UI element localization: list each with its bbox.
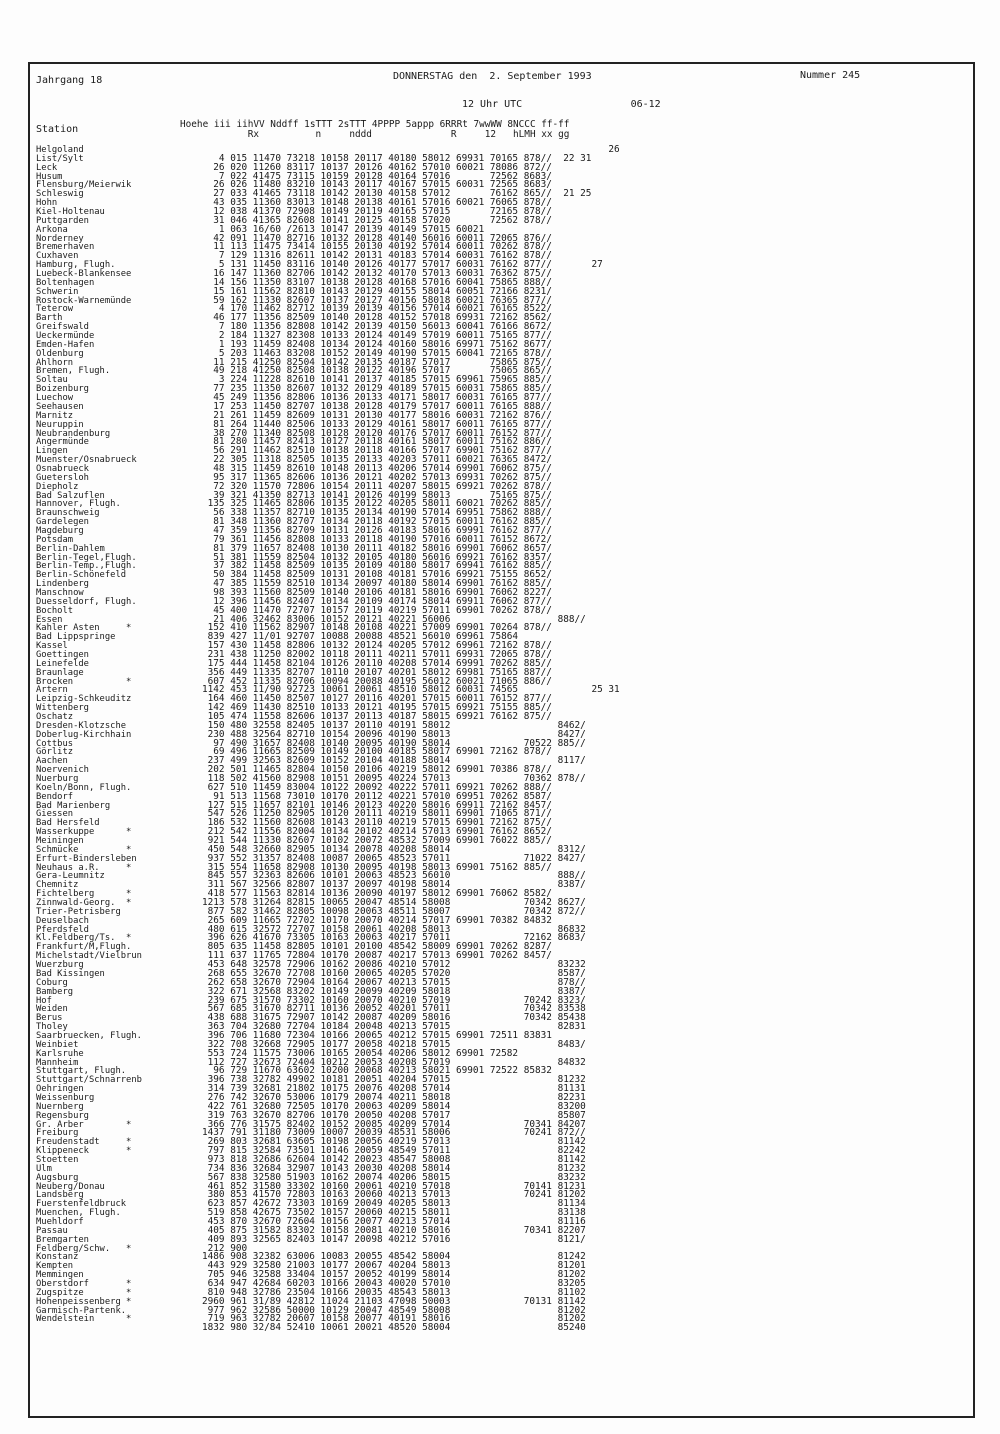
station-name: Hannover, Flugh. bbox=[36, 499, 121, 510]
observation-row: 2 184 11327 82308 10133 20124 40149 57019 60011 75165 877// bbox=[202, 330, 552, 342]
observation-row: 805 635 11458 82805 10101 20100 48542 58009 69901 70262 8287/ bbox=[202, 941, 552, 953]
station-name: Wuerzburg bbox=[36, 960, 84, 971]
station-name: Oehringen bbox=[36, 1084, 84, 1095]
station-name bbox=[36, 1324, 142, 1333]
column-header-1: Hoehe iii iihVV Nddff 1sTTT 2sTTT 4PPPP 5appp 6RRRt 7wwWW 8NCCC ff-ff bbox=[180, 119, 570, 130]
station-name: Artern bbox=[36, 685, 68, 696]
observation-row: 15 161 11562 82810 10143 20129 40155 58014 60051 72166 8231/ bbox=[202, 285, 552, 297]
station-name: Feldberg/Schw. * bbox=[36, 1243, 132, 1254]
observation-row: 11 113 11475 73414 10155 20130 40192 57014 60011 70262 878// bbox=[202, 241, 552, 253]
station-name: Stuttgart/Schnarrenb bbox=[36, 1075, 142, 1086]
observation-row: 212 900 bbox=[202, 1242, 248, 1254]
station-name: Meiningen bbox=[36, 836, 84, 847]
observation-row: 81 280 11457 82413 10127 20118 40161 58017 60011 75162 886// bbox=[202, 436, 552, 448]
observation-row: 22 305 11318 82505 10135 20133 40203 57011 60021 76365 8472/ bbox=[202, 454, 552, 466]
observation-row: 315 554 11658 82908 10130 20095 40198 58013 69901 75162 885// bbox=[202, 861, 552, 873]
observation-row: 396 738 32782 49902 10181 20051 40204 57015 81232 bbox=[202, 1074, 586, 1086]
station-name: Goettingen bbox=[36, 649, 89, 660]
observation-row: 839 427 11/01 92707 10088 20088 48521 56010 69961 75864 bbox=[202, 631, 519, 643]
station-name: Weiden bbox=[36, 1004, 68, 1015]
station-name: Kempten bbox=[36, 1261, 74, 1272]
observation-row: 480 615 32572 72707 10158 20061 40208 58013 86832 bbox=[202, 923, 586, 935]
observation-row: 91 513 11568 73010 10170 20112 40221 57010 69951 70262 8587/ bbox=[202, 790, 552, 802]
station-name: Nuernberg bbox=[36, 1101, 84, 1112]
station-name: Trier-Petrisberg bbox=[36, 906, 121, 917]
observation-row: 56 338 11357 82710 10135 20134 40190 57014 69951 75862 888// bbox=[202, 507, 552, 519]
observation-row: 96 729 11670 63602 10200 20068 40213 58021 69901 72522 85832 bbox=[202, 1065, 552, 1077]
station-name: Görlitz bbox=[36, 747, 74, 758]
station-name: Diepholz bbox=[36, 481, 79, 492]
station-name: Freudenstadt * bbox=[36, 1137, 132, 1148]
station-name: Memmingen bbox=[36, 1270, 84, 1281]
station-name: Weinbiet bbox=[36, 1039, 79, 1050]
station-name: Konstanz bbox=[36, 1252, 79, 1263]
observation-row: 276 742 32670 53006 10179 20074 40211 58018 82231 bbox=[202, 1091, 586, 1103]
station-name: Braunschweig bbox=[36, 508, 100, 519]
station-name: Bendorf bbox=[36, 791, 74, 802]
observation-row: 1213 578 31264 82815 10065 20047 48514 58008 70342 8627/ bbox=[202, 897, 586, 909]
station-name: Cuxhaven bbox=[36, 251, 79, 262]
station-name: Guetersloh bbox=[36, 472, 89, 483]
station-name: Husum bbox=[36, 171, 63, 182]
observation-row: 5 203 11463 83208 10152 20149 40190 57015 60041 72165 878// bbox=[202, 347, 552, 359]
station-name: Barth bbox=[36, 313, 63, 324]
station-name: Berlin-Temp.,Flugh. bbox=[36, 561, 137, 572]
observation-row: 111 637 11765 72804 10170 20087 40217 57013 69901 70262 8457/ bbox=[202, 950, 552, 962]
station-name: Erfurt-Bindersleben bbox=[36, 853, 137, 864]
station-name: Essen bbox=[36, 614, 63, 625]
observation-row: 1832 980 32/84 52410 10061 20021 48520 58004 85240 bbox=[202, 1322, 586, 1334]
observation-row: 26 020 11260 83117 10137 20126 40162 57010 60021 78086 872// bbox=[202, 161, 552, 173]
observation-row: 4 015 11470 73218 10158 20117 40180 58012 69931 70165 878// 22 31 bbox=[202, 152, 592, 164]
observation-row: 810 948 32786 23504 10166 20035 48543 58013 81102 bbox=[202, 1286, 586, 1298]
station-name: Garmisch-Partenk. bbox=[36, 1305, 127, 1316]
station-name: Duesseldorf, Flugh. bbox=[36, 596, 137, 607]
observation-row: 12 396 11456 82407 10134 20109 40174 58014 69911 76062 877// bbox=[202, 595, 552, 607]
station-name: Zugspitze * bbox=[36, 1287, 132, 1298]
station-name: Berus bbox=[36, 1013, 63, 1024]
observation-row: 95 317 11365 82606 10136 20121 40202 57013 69931 70262 875// bbox=[202, 471, 552, 483]
observation-row: 97 490 31657 82408 10140 20095 40190 58014 70522 885// bbox=[202, 737, 586, 749]
station-name: Cottbus bbox=[36, 738, 74, 749]
observation-row: 11 215 41250 82504 10142 20135 40187 57017 75865 875// bbox=[202, 356, 552, 368]
observation-row: 150 480 32558 82405 10137 20110 40191 58012 8462/ bbox=[202, 719, 586, 731]
station-name: Schmücke * bbox=[36, 844, 132, 855]
station-name: Bad Kissingen bbox=[36, 968, 105, 979]
observation-row: 268 655 32670 72708 10160 20065 40205 57020 8587/ bbox=[202, 967, 586, 979]
station-name: Lingen bbox=[36, 446, 68, 457]
observation-row: 135 325 11465 82806 10135 20122 40205 58011 60021 70262 885// bbox=[202, 498, 552, 510]
station-name: Wendelstein * bbox=[36, 1314, 132, 1325]
observation-row: 212 542 11556 82004 10134 20102 40214 57013 69901 76162 8652/ bbox=[202, 826, 552, 838]
observation-row: 1 063 16/60 /2613 10147 20139 40149 57015 60021 bbox=[202, 223, 485, 235]
observation-row: 461 852 31580 33302 10160 20061 40210 57018 70141 81231 bbox=[202, 1180, 586, 1192]
observation-row: 72 320 11570 72806 10154 20111 40207 58015 69921 70262 878// bbox=[202, 480, 552, 492]
station-name: Neuberg/Donau bbox=[36, 1181, 105, 1192]
observation-row: 443 929 32580 21003 10177 20067 40204 58013 81201 bbox=[202, 1260, 586, 1272]
station-name: Leipzig-Schkeuditz bbox=[36, 694, 132, 705]
station-name: Emden-Hafen bbox=[36, 339, 95, 350]
observation-row: 16 147 11360 82706 10142 20132 40170 57013 60031 76362 875// bbox=[202, 268, 552, 280]
observation-row: 37 382 11458 82509 10135 20109 40180 58017 69941 76162 885// bbox=[202, 560, 552, 572]
observation-row: 1437 791 31180 73009 10007 20039 48531 58006 70241 872// bbox=[202, 1127, 586, 1139]
station-name: Tholey bbox=[36, 1022, 68, 1033]
observation-row: 2960 961 31/89 42812 11024 21103 47098 50003 70131 81142 bbox=[202, 1295, 586, 1307]
station-name: Arkona bbox=[36, 224, 68, 235]
station-name: Rostock-Warnemünde bbox=[36, 295, 132, 306]
observation-row: 396 626 41670 73305 10163 20063 40217 57011 72162 8683/ bbox=[202, 932, 586, 944]
station-name: Neuruppin bbox=[36, 419, 84, 430]
station-name: Chemnitz bbox=[36, 880, 79, 891]
station-name: Berlin-Dahlem bbox=[36, 543, 105, 554]
observation-row: 845 557 32363 82606 10101 20063 48523 56010 888// bbox=[202, 870, 586, 882]
station-name: Hof bbox=[36, 995, 52, 1006]
station-name: Kassel bbox=[36, 641, 68, 652]
station-name: Kiel-Holtenau bbox=[36, 207, 105, 218]
station-name: Helgoland bbox=[36, 145, 84, 155]
station-name: Karlsruhe bbox=[36, 1048, 84, 1059]
observation-row: 322 708 32668 72905 10177 20058 40218 57015 8483/ bbox=[202, 1038, 586, 1050]
station-name: Mannheim bbox=[36, 1057, 79, 1068]
station-name: Osnabrueck bbox=[36, 463, 89, 474]
observation-row: 42 091 11470 82716 10132 20128 40140 56016 60011 72065 876// bbox=[202, 232, 552, 244]
data-column bbox=[202, 146, 620, 1333]
observation-row: 81 348 11360 82707 10134 20118 40192 57015 60011 76162 885// bbox=[202, 516, 552, 528]
station-name: Weissenburg bbox=[36, 1092, 95, 1103]
station-name: Koeln/Bonn, Flugh. bbox=[36, 782, 132, 793]
station-name: List/Sylt bbox=[36, 153, 84, 164]
observation-row: 405 875 31582 83302 10158 20081 40210 58016 70341 82207 bbox=[202, 1224, 586, 1236]
observation-row: 265 609 11665 72702 10170 20070 40214 57017 69901 70382 84832 bbox=[202, 914, 552, 926]
observation-row: 719 963 32782 20607 10158 20077 40191 58016 81202 bbox=[202, 1313, 586, 1325]
station-name: Hamburg, Flugh. bbox=[36, 260, 116, 271]
observation-row: 186 532 11560 82608 10143 20110 40219 57015 69901 72162 875// bbox=[202, 817, 552, 829]
station-name: Coburg bbox=[36, 977, 68, 988]
observation-row: 105 474 11558 82606 10137 20113 40187 58015 69921 76162 875// bbox=[202, 711, 552, 722]
observation-row: 202 501 11465 82804 10150 20106 40219 58012 69901 70386 878// bbox=[202, 764, 552, 776]
station-name: Bad Marienberg bbox=[36, 800, 111, 811]
observation-row: 623 857 42672 73303 10169 20049 40205 58013 81134 bbox=[202, 1198, 586, 1210]
station-name: Greifswald bbox=[36, 322, 89, 333]
observation-row: 69 496 11665 82509 10149 20100 40185 58017 69901 72162 878// bbox=[202, 746, 552, 758]
observation-row: 21 406 32462 83006 10152 20121 40221 56006 888// bbox=[202, 613, 586, 625]
observation-row: 3 224 11228 82610 10141 20137 40185 57015 69961 75965 885// bbox=[202, 374, 552, 386]
time-row: 12 Uhr UTC 06-12 bbox=[462, 99, 661, 110]
observation-row: 237 499 32563 82609 10152 20104 40188 58014 8117/ bbox=[202, 755, 586, 767]
station-name: Bremgarten bbox=[36, 1234, 89, 1245]
observation-row: 118 502 41560 82908 10151 20095 40224 57013 70362 878// bbox=[202, 773, 586, 785]
station-name: Berlin-Tegel,Flugh. bbox=[36, 552, 137, 563]
observation-row: 547 526 11250 82905 10120 20111 40219 58011 69901 71065 871// bbox=[202, 808, 552, 820]
station-name: Luebeck-Blankensee bbox=[36, 269, 132, 280]
station-name: Gera-Leumnitz bbox=[36, 871, 105, 882]
station-name: Potsdam bbox=[36, 534, 74, 545]
station-name: Schleswig bbox=[36, 189, 84, 200]
station-name: Hohn bbox=[36, 198, 58, 209]
station-name: Berlin-Schönefeld bbox=[36, 570, 127, 581]
observation-row: 396 706 11680 72304 10166 20065 40212 57015 69901 72511 83831 bbox=[202, 1029, 552, 1041]
station-name: Saarbruecken, Flugh. bbox=[36, 1030, 142, 1041]
observation-row: 977 962 32586 50000 10129 20047 48549 58008 81202 bbox=[202, 1304, 586, 1316]
station-name: Gr. Arber * bbox=[36, 1119, 132, 1130]
station-name: Michelstadt/Vielbrun bbox=[36, 951, 142, 962]
observation-row: 230 488 32564 82710 10154 20096 40190 58013 8427/ bbox=[202, 728, 586, 740]
station-name: Bremerhaven bbox=[36, 242, 95, 253]
station-name: Boizenburg bbox=[36, 384, 89, 395]
observation-row: 4 170 11462 82712 10139 20139 40156 57014 60021 76165 8522/ bbox=[202, 303, 552, 315]
station-name: Regensburg bbox=[36, 1110, 89, 1121]
observation-row: 1 193 11459 82408 10134 20124 40160 58016 69971 75162 8677/ bbox=[202, 338, 552, 350]
station-name: Bad Salzuflen bbox=[36, 490, 105, 501]
observation-row: 363 704 32680 72704 10184 20048 40213 57015 82831 bbox=[202, 1021, 586, 1033]
observation-row: 553 724 11575 73006 10165 20054 40206 58012 69901 72582 bbox=[202, 1047, 519, 1059]
observation-row: 627 510 11459 83004 10122 20092 40222 57011 69921 70262 888// bbox=[202, 781, 552, 793]
jahrgang: Jahrgang 18 bbox=[36, 75, 103, 86]
observation-row: 519 858 42675 73502 10157 20060 40215 58011 83138 bbox=[202, 1207, 586, 1219]
observation-row: 38 270 11340 82508 10128 20120 40176 57017 60011 76152 877// bbox=[202, 427, 552, 439]
station-name: Bremen, Flugh. bbox=[36, 366, 111, 377]
observation-row: 127 515 11657 82101 10146 20123 40220 58016 69911 72162 8457/ bbox=[202, 799, 552, 811]
observation-row: 937 552 31357 82408 10087 20065 48523 57011 71022 8427/ bbox=[202, 852, 586, 864]
station-name: Bad Lippspringe bbox=[36, 632, 116, 643]
observation-row: 973 818 32686 62604 10142 20023 48547 58008 81142 bbox=[202, 1153, 586, 1165]
station-name: Wasserkuppe * bbox=[36, 827, 132, 838]
station-name: Neubrandenburg bbox=[36, 428, 111, 439]
observation-row: 51 381 11559 82504 10132 20105 40180 56016 69921 76162 8357/ bbox=[202, 551, 552, 563]
station-name: Bocholt bbox=[36, 605, 74, 616]
observation-row: 17 253 11450 82707 10138 20128 40179 57017 60011 76165 888// bbox=[202, 400, 552, 412]
nummer: Nummer 245 bbox=[800, 70, 861, 81]
station-name: Magdeburg bbox=[36, 525, 84, 536]
observation-row: 47 385 11559 82510 10134 20097 40180 58014 69901 76162 885// bbox=[202, 578, 552, 590]
station-name: Ueckermünde bbox=[36, 331, 95, 342]
observation-row: 262 658 32670 72904 10164 20067 40213 57015 878// bbox=[202, 976, 586, 988]
station-name: Boltenhagen bbox=[36, 277, 95, 288]
observation-row: 453 870 32670 72604 10156 20077 40213 57014 81116 bbox=[202, 1215, 586, 1227]
observation-row: 45 400 11470 72707 10157 20119 40219 57011 69901 70262 878// bbox=[202, 604, 552, 616]
observation-row: 567 685 31670 82711 10136 20052 40201 57011 70342 83538 bbox=[202, 1003, 586, 1015]
observation-row: 157 430 11458 82806 10132 20124 40205 57012 69961 72162 878// bbox=[202, 640, 552, 652]
observation-row: 26 bbox=[202, 144, 620, 155]
station-name: Doberlug-Kirchhain bbox=[36, 729, 132, 740]
observation-row: 319 763 32670 82706 10170 20050 40208 57017 85807 bbox=[202, 1109, 586, 1121]
station-name: Teterow bbox=[36, 304, 74, 315]
observation-row: 14 156 11350 83107 10138 20128 40168 57016 60041 75865 888// bbox=[202, 276, 552, 288]
station-name: Zinnwald-Georg. * bbox=[36, 898, 132, 909]
observation-row: 46 177 11356 82509 10140 20128 40152 57018 69931 72162 8562/ bbox=[202, 312, 552, 324]
observation-row: 7 022 41475 73115 10159 20128 40164 57016 72562 8683/ bbox=[202, 170, 552, 182]
station-name: Leck bbox=[36, 162, 58, 173]
observation-row: 49 218 41250 82508 10138 20122 40196 57017 75065 865// bbox=[202, 365, 552, 377]
station-name: Gardelegen bbox=[36, 517, 89, 528]
date-line: DONNERSTAG den 2. September 1993 bbox=[393, 71, 592, 82]
station-name: Bamberg bbox=[36, 986, 74, 997]
observation-row: 26 026 11480 83210 10143 20117 40167 57015 60031 72565 8683/ bbox=[202, 179, 552, 191]
station-name: Brocken * bbox=[36, 676, 132, 687]
station-name: Norderney bbox=[36, 233, 84, 244]
observation-row: 409 893 32565 82403 10147 20098 40212 57016 8121/ bbox=[202, 1233, 586, 1245]
observation-row: 79 361 11456 82808 10133 20118 40190 57016 60011 76152 8672/ bbox=[202, 533, 552, 545]
station-name: Muehldorf bbox=[36, 1216, 84, 1227]
observation-row: 1142 453 11/90 92723 10061 20061 48510 58012 60031 74565 25 31 bbox=[202, 684, 620, 696]
observation-row: 239 675 31570 73302 10160 20070 40210 57019 70242 8323/ bbox=[202, 994, 586, 1006]
station-name: Seehausen bbox=[36, 401, 84, 412]
station-name: Passau bbox=[36, 1225, 68, 1236]
observation-row: 231 438 11250 82002 10118 20111 40211 57011 69931 72065 878// bbox=[202, 648, 552, 660]
station-name: Kl.Feldberg/Ts. * bbox=[36, 933, 132, 944]
observation-row: 77 235 11350 82607 10132 20129 40189 57015 60031 75865 885// bbox=[202, 383, 552, 395]
observation-row: 81 379 11657 82408 10130 20111 40182 58016 69901 76062 8657/ bbox=[202, 542, 552, 554]
station-column bbox=[36, 146, 142, 1333]
station-name: Klippeneck * bbox=[36, 1146, 132, 1157]
observation-row: 43 035 11360 83013 10148 20138 40161 57016 60021 76065 878// bbox=[202, 197, 552, 209]
observation-row: 31 046 41365 82608 10141 20125 40158 57020 72562 878// bbox=[202, 214, 552, 226]
station-name: Dresden-Klotzsche bbox=[36, 720, 127, 731]
station-name: Puttgarden bbox=[36, 215, 89, 226]
observation-row: 422 761 32680 72505 10170 20063 40209 58014 83200 bbox=[202, 1100, 586, 1112]
observation-row: 921 544 11330 82607 10102 20072 48532 57009 69901 76022 885// bbox=[202, 835, 552, 847]
station-name: Neuhaus a.R. * bbox=[36, 862, 132, 873]
station-name: Hohenpeissenberg * bbox=[36, 1296, 132, 1307]
station-name: Deuselbach bbox=[36, 915, 89, 926]
station-name: Lindenberg bbox=[36, 579, 89, 590]
station-name: Ulm bbox=[36, 1163, 52, 1174]
station-name: Kahler Asten * bbox=[36, 623, 132, 634]
observation-row: 39 321 41350 82713 10141 20126 40199 58013 75165 875// bbox=[202, 489, 552, 501]
observation-row: 112 727 32673 72404 10212 20053 40208 57019 84832 bbox=[202, 1056, 586, 1068]
observation-row: 50 384 11458 82509 10131 20108 40181 57016 69921 75155 8652/ bbox=[202, 569, 552, 581]
observation-row: 164 460 11450 82507 10127 20116 40201 57015 60011 76152 877// bbox=[202, 693, 552, 705]
station-name: Frankfurt/M,Flugh. bbox=[36, 942, 132, 953]
station-name: Marnitz bbox=[36, 410, 74, 421]
observation-row: 152 410 11562 82907 10148 20108 40221 57009 69901 70264 878// bbox=[202, 622, 552, 634]
station-name: Nuerburg bbox=[36, 774, 79, 785]
column-header-2: Rx n nddd R 12 hLMH xx gg bbox=[180, 129, 570, 140]
observation-row: 418 577 11563 82814 10136 20090 40197 58012 69901 76062 8582/ bbox=[202, 888, 552, 900]
observation-row: 314 739 32681 21802 10175 20076 40208 57014 81131 bbox=[202, 1083, 586, 1095]
observation-row: 734 836 32684 32907 10143 20030 40208 58014 81232 bbox=[202, 1162, 586, 1174]
station-name: Soltau bbox=[36, 375, 68, 386]
station-header: Station bbox=[36, 124, 79, 135]
station-name: Oschatz bbox=[36, 712, 74, 722]
station-name: Leinefelde bbox=[36, 658, 89, 669]
observation-row: 311 567 32566 82807 10137 20097 40198 58014 8387/ bbox=[202, 879, 586, 891]
station-name: Fichtelberg * bbox=[36, 889, 132, 900]
observation-row: 797 815 32584 73501 10146 20059 48549 57011 82242 bbox=[202, 1145, 586, 1157]
observation-row: 877 582 31462 82805 10098 20063 48511 58007 70342 872// bbox=[202, 905, 586, 917]
observation-row: 380 853 41570 72803 10163 20060 40213 57013 70241 81202 bbox=[202, 1189, 586, 1201]
station-name: Aachen bbox=[36, 756, 68, 767]
observation-row: 705 946 32588 33404 10157 20052 40199 58014 81202 bbox=[202, 1269, 586, 1281]
station-name: Luechow bbox=[36, 393, 74, 404]
observation-row: 47 359 11356 82709 10131 20126 40183 58016 69991 76162 877// bbox=[202, 524, 552, 536]
station-name: Manschnow bbox=[36, 587, 84, 598]
station-name: Schwerin bbox=[36, 286, 79, 297]
observation-row: 48 315 11459 82610 10148 20113 40206 57014 69901 76062 875// bbox=[202, 462, 552, 474]
station-name: Stoetten bbox=[36, 1154, 79, 1165]
station-name: Ahlhorn bbox=[36, 357, 74, 368]
station-name: Landsberg bbox=[36, 1190, 84, 1201]
station-name: Augsburg bbox=[36, 1172, 79, 1183]
observation-row: 607 452 11335 82706 10094 20088 40195 56012 60021 71065 886// bbox=[202, 675, 552, 687]
observation-row: 5 131 11450 83116 10140 20126 40177 57017 60031 76162 877// 27 bbox=[202, 259, 603, 271]
station-name: Flensburg/Meierwik bbox=[36, 180, 132, 191]
observation-row: 269 803 32681 63605 10198 20056 40219 57013 81142 bbox=[202, 1136, 586, 1148]
station-name: Freiburg bbox=[36, 1128, 79, 1139]
observation-row: 450 548 32660 82905 10134 20078 40208 58014 8312/ bbox=[202, 843, 586, 855]
observation-row: 45 249 11356 82806 10136 20133 40171 58017 60031 76165 877// bbox=[202, 392, 552, 404]
observation-row: 7 129 11316 82611 10142 20131 40183 57014 60031 76162 878// bbox=[202, 250, 552, 262]
observation-row: 453 648 32578 72906 10162 20086 40210 57012 83232 bbox=[202, 959, 586, 971]
station-name: Bad Hersfeld bbox=[36, 818, 100, 829]
station-name: Stuttgart, Flugh. bbox=[36, 1066, 127, 1077]
station-name: Angermünde bbox=[36, 437, 89, 448]
station-name: Noervenich bbox=[36, 765, 89, 776]
observation-row: 567 838 32580 51903 10162 20074 40206 58015 83232 bbox=[202, 1171, 586, 1183]
observation-row: 356 449 11335 82707 10110 20107 40201 58012 69981 75165 887// bbox=[202, 666, 552, 678]
observation-row: 7 180 11356 82808 10142 20139 40150 56013 60041 76166 8672/ bbox=[202, 321, 552, 333]
observation-row: 21 261 11459 82609 10131 20130 40177 58016 60031 72162 876// bbox=[202, 409, 552, 421]
station-name: Wittenberg bbox=[36, 703, 89, 714]
observation-row: 366 776 31575 82402 10152 20085 40209 57014 70341 84207 bbox=[202, 1118, 586, 1130]
station-name: Muenster/Osnabrueck bbox=[36, 455, 137, 466]
observation-row: 634 947 42684 60203 10166 20043 40020 57010 83205 bbox=[202, 1278, 586, 1289]
station-name: Braunlage bbox=[36, 667, 84, 678]
observation-row: 98 393 11560 82509 10140 20106 40181 58016 69901 76062 8227/ bbox=[202, 586, 552, 598]
observation-row: 59 162 11330 82607 10137 20127 40156 58018 60021 76365 877// bbox=[202, 294, 552, 306]
observation-row: 322 671 32568 83202 10149 20099 40209 58018 8387/ bbox=[202, 985, 586, 997]
observation-row: 81 264 11440 82506 10133 20129 40161 58017 60011 76165 877// bbox=[202, 418, 552, 430]
station-name: Muenchen, Flugh. bbox=[36, 1208, 121, 1219]
observation-row: 56 291 11462 82510 10138 20118 40166 57017 69901 75162 877// bbox=[202, 445, 552, 457]
observation-row: 438 688 31675 72907 10142 20087 40209 58016 70342 85438 bbox=[202, 1012, 586, 1024]
station-name: Giessen bbox=[36, 809, 74, 820]
observation-row: 1486 908 32382 63006 10083 20055 48542 58004 81242 bbox=[202, 1251, 586, 1263]
observation-row: 12 038 41370 72908 10149 20119 40165 57015 72165 878// bbox=[202, 206, 552, 218]
station-name: Fuerstenfeldbruck bbox=[36, 1199, 127, 1210]
station-name: Pferdsfeld bbox=[36, 924, 89, 935]
observation-row: 142 469 11430 82510 10133 20121 40195 57015 69921 75155 885// bbox=[202, 702, 552, 714]
station-name: Oberstdorf * bbox=[36, 1279, 132, 1289]
observation-row: 27 033 41465 73118 10142 20130 40158 57012 76162 865// 21 25 bbox=[202, 188, 592, 200]
observation-row: 175 444 11458 82104 10126 20110 40208 57014 69991 70262 885// bbox=[202, 657, 552, 669]
station-name: Oldenburg bbox=[36, 348, 84, 359]
